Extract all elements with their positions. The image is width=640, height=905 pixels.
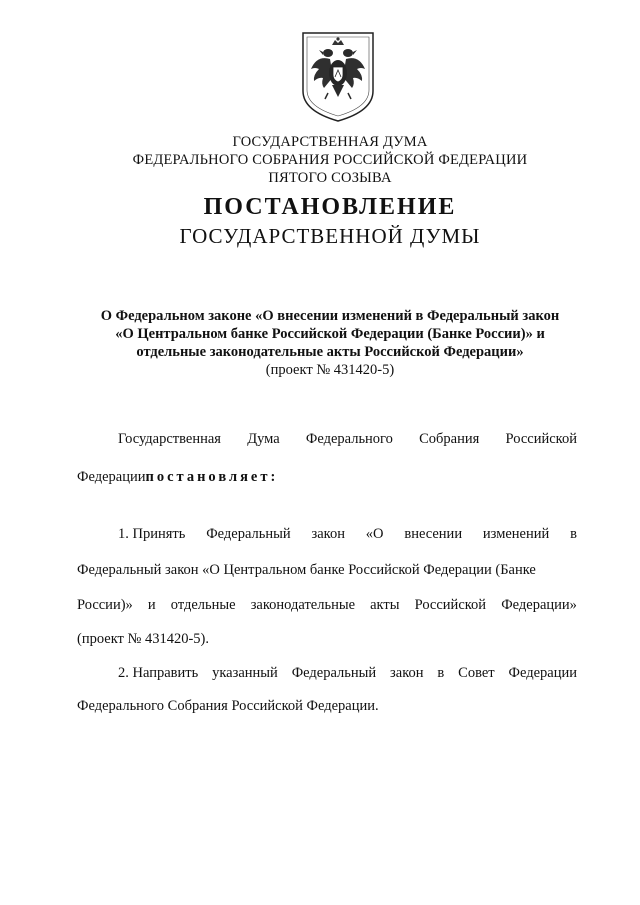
decree-verb: постановляет: bbox=[145, 469, 279, 485]
subject-line-1: О Федеральном законе «О внесении изменений в Федеральный закон bbox=[100, 308, 560, 324]
item1-word: изменений bbox=[482, 526, 550, 542]
item2-word: Федерации bbox=[508, 665, 577, 681]
item1-word: России)» bbox=[77, 597, 133, 613]
item2-word: закон bbox=[390, 665, 424, 681]
convocation-line: ПЯТОГО СОЗЫВА bbox=[268, 170, 392, 186]
preamble-word: Дума bbox=[247, 431, 280, 447]
item1-word: закон bbox=[311, 526, 345, 542]
item2-word: указанный bbox=[212, 665, 278, 681]
item1-word: внесении bbox=[404, 526, 463, 542]
subject-line-2: «О Центральном банке Российской Федерации (Банке России)» и bbox=[115, 326, 545, 342]
item1-word: Федерации» bbox=[501, 597, 577, 613]
item2-line-1 bbox=[118, 664, 577, 682]
item2-line-2: Федерального Собрания Российской Федерации. bbox=[77, 698, 379, 714]
preamble-word: Собрания bbox=[419, 431, 480, 447]
item1-line-1 bbox=[118, 525, 577, 543]
item2-word: в bbox=[437, 665, 445, 681]
item1-word: «О bbox=[365, 526, 384, 542]
item1-line-2: Федеральный закон «О Центральном банке Российской Федерации (Банке bbox=[77, 562, 536, 578]
org-name-line-2: ФЕДЕРАЛЬНОГО СОБРАНИЯ РОССИЙСКОЙ ФЕДЕРАЦИИ bbox=[132, 152, 528, 168]
document-title: ПОСТАНОВЛЕНИЕ bbox=[203, 194, 457, 220]
item1-line-3 bbox=[77, 596, 577, 614]
preamble-line-1 bbox=[118, 430, 577, 448]
org-name-line-1: ГОСУДАРСТВЕННАЯ ДУМА bbox=[232, 134, 428, 150]
item1-word: Федеральный bbox=[206, 526, 291, 542]
preamble-word: Федерального bbox=[305, 431, 393, 447]
item2-word: Федеральный bbox=[291, 665, 377, 681]
item1-line-4: (проект № 431420-5). bbox=[77, 631, 210, 647]
item1-word: отдельные bbox=[170, 597, 236, 613]
item1-word: законодательные bbox=[250, 597, 356, 613]
project-number: (проект № 431420-5) bbox=[265, 362, 395, 378]
subject-line-3: отдельные законодательные акты Российской Федерации» bbox=[136, 344, 524, 360]
item1-word: Российской bbox=[414, 597, 487, 613]
preamble-word: Государственная bbox=[118, 431, 221, 447]
item1-word: 1. Принять bbox=[118, 526, 186, 542]
item1-word: в bbox=[570, 526, 577, 542]
item1-word: и bbox=[147, 597, 156, 613]
item1-word: акты bbox=[370, 597, 400, 613]
preamble-line-2 bbox=[77, 468, 278, 486]
preamble-word: Российской bbox=[505, 431, 577, 447]
coat-of-arms-icon bbox=[299, 31, 377, 123]
item2-word: Совет bbox=[458, 665, 495, 681]
preamble-prefix: Федерации bbox=[77, 469, 146, 485]
document-subtitle: ГОСУДАРСТВЕННОЙ ДУМЫ bbox=[179, 224, 481, 248]
item2-word: 2. Направить bbox=[118, 665, 199, 681]
